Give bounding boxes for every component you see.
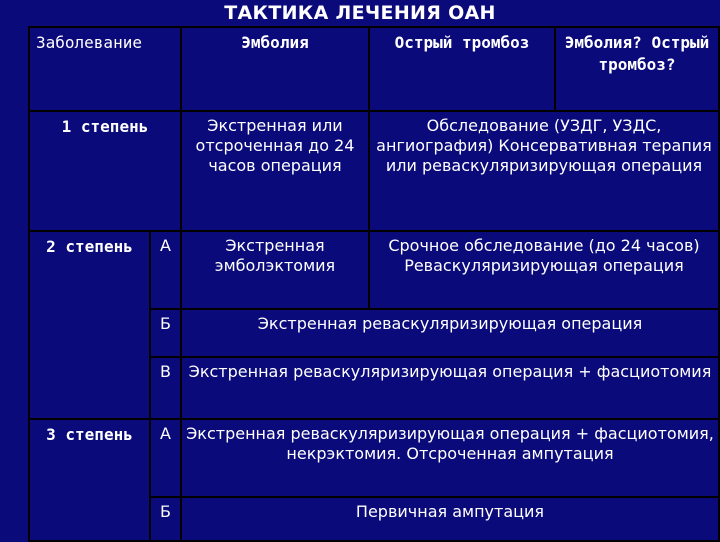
degree-3a-text: Экстренная реваскуляризирующая операция + фасциотомия, некрэктомия. Отсроченная ампутация [181, 419, 719, 497]
treatment-table [28, 26, 720, 542]
degree-2a-embolism: Экстренная эмболэктомия [181, 231, 369, 309]
degree-3b-sub: Б [150, 497, 181, 541]
degree-2b-text: Экстренная реваскуляризирующая операция [181, 309, 719, 357]
page-title: ТАКТИКА ЛЕЧЕНИЯ ОАН [224, 2, 496, 24]
table-row [29, 419, 719, 497]
degree-1-label: 1 степень [29, 111, 181, 231]
degree-1-thrombosis: Обследование (УЗДГ, УЗДС, ангиография) Консервативная терапия или реваскуляризирующая операция [369, 111, 719, 231]
degree-2-label: 2 степень [29, 231, 150, 419]
degree-2a-sub: А [150, 231, 181, 309]
degree-2b-sub: Б [150, 309, 181, 357]
degree-2c-sub: В [150, 357, 181, 419]
header-thrombosis: Острый тромбоз [369, 27, 555, 111]
header-embolism: Эмболия [181, 27, 369, 111]
degree-3-label: 3 степень [29, 419, 150, 541]
degree-3b-text: Первичная ампутация [181, 497, 719, 541]
header-disease: Заболевание [29, 27, 181, 111]
table-row [29, 111, 719, 231]
degree-2c-text: Экстренная реваскуляризирующая операция + фасциотомия [181, 357, 719, 419]
degree-1-embolism: Экстренная или отсроченная до 24 часов операция [181, 111, 369, 231]
table-row [29, 231, 719, 309]
degree-2a-thrombosis: Срочное обследование (до 24 часов) Реваскуляризирующая операция [369, 231, 719, 309]
header-unknown: Эмболия? Острый тромбоз? [555, 27, 719, 111]
header-row [29, 27, 719, 111]
degree-3a-sub: А [150, 419, 181, 497]
